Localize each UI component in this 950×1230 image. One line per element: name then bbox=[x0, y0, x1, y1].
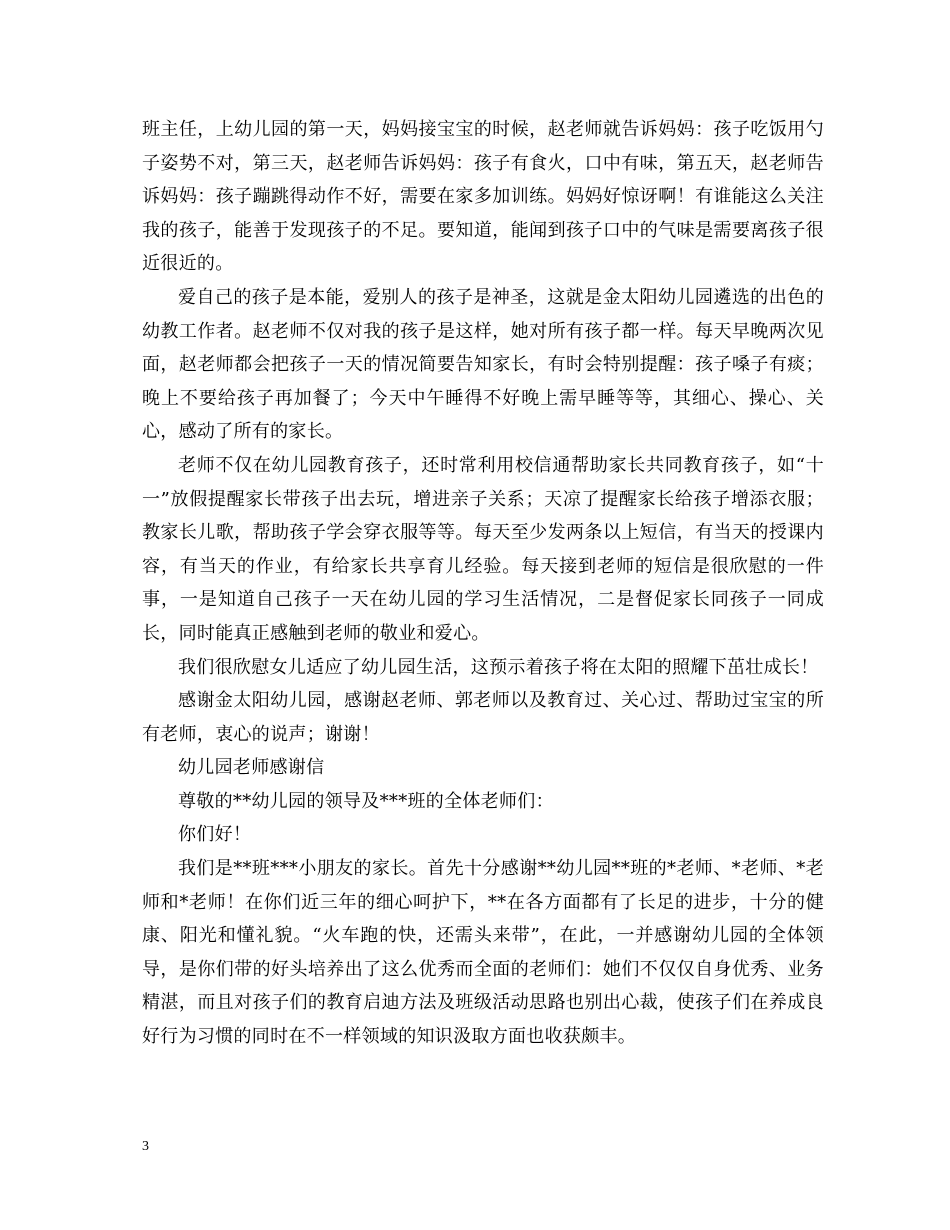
paragraph: 我们是**班***小朋友的家长。首先十分感谢**幼儿园**班的*老师、*老师、*老师和*老师！在你们近三年的细心呵护下，**在各方面都有了长足的进步，十分的健康、阳光和懂礼貌。“火车跑的快，还需头来带”，在此，一并感谢幼儿园的全体领导，是你们带的好头培养出了这么优秀而全面的老师们：她们不仅仅自身优秀、业务精湛，而且对孩子们的教育启迪方法及班级活动思路也别出心裁，使孩子们在养成良好行为习惯的同时在不一样领域的知识汲取方面也收获颇丰。 bbox=[142, 858, 824, 1048]
salutation: 尊敬的**幼儿园的领导及***班的全体老师们： bbox=[178, 790, 554, 812]
greeting: 你们好！ bbox=[178, 824, 252, 846]
document-body bbox=[142, 113, 824, 1054]
page-number: 3 bbox=[142, 1139, 149, 1154]
section-title: 幼儿园老师感谢信 bbox=[178, 757, 325, 779]
paragraph: 爱自己的孩子是本能，爱别人的孩子是神圣，这就是金太阳幼儿园遴选的出色的幼教工作者。赵老师不仅对我的孩子是这样，她对所有孩子都一样。每天早晚两次见面，赵老师都会把孩子一天的情况简要告知家长，有时会特别提醒：孩子嗓子有痰；晚上不要给孩子再加餐了；今天中午睡得不好晚上需早睡等等，其细心、操心、关心，感动了所有的家长。 bbox=[142, 286, 824, 443]
paragraph: 我们很欣慰女儿适应了幼儿园生活，这预示着孩子将在太阳的照耀下茁壮成长！ bbox=[178, 656, 819, 678]
paragraph: 班主任，上幼儿园的第一天，妈妈接宝宝的时候，赵老师就告诉妈妈：孩子吃饭用勺子姿势不对，第三天，赵老师告诉妈妈：孩子有食火，口中有味，第五天，赵老师告诉妈妈：孩子蹦跳得动作不好，需要在家多加训练。妈妈好惊讶啊！有谁能这么关注我的孩子，能善于发现孩子的不足。要知道，能闻到孩子口中的气味是需要离孩子很近很近的。 bbox=[142, 119, 824, 275]
paragraph: 感谢金太阳幼儿园，感谢赵老师、郭老师以及教育过、关心过、帮助过宝宝的所有老师，衷心的说声；谢谢！ bbox=[142, 690, 824, 745]
paragraph: 老师不仅在幼儿园教育孩子，还时常利用校信通帮助家长共同教育孩子，如“十一”放假提醒家长带孩子出去玩，增进亲子关系；天凉了提醒家长给孩子增添衣服；教家长儿歌，帮助孩子学会穿衣服等等。每天至少发两条以上短信，有当天的授课内容，有当天的作业，有给家长共享育儿经验。每天接到老师的短信是很欣慰的一件事，一是知道自己孩子一天在幼儿园的学习生活情况，二是督促家长同孩子一同成长，同时能真正感触到老师的敬业和爱心。 bbox=[142, 454, 824, 644]
